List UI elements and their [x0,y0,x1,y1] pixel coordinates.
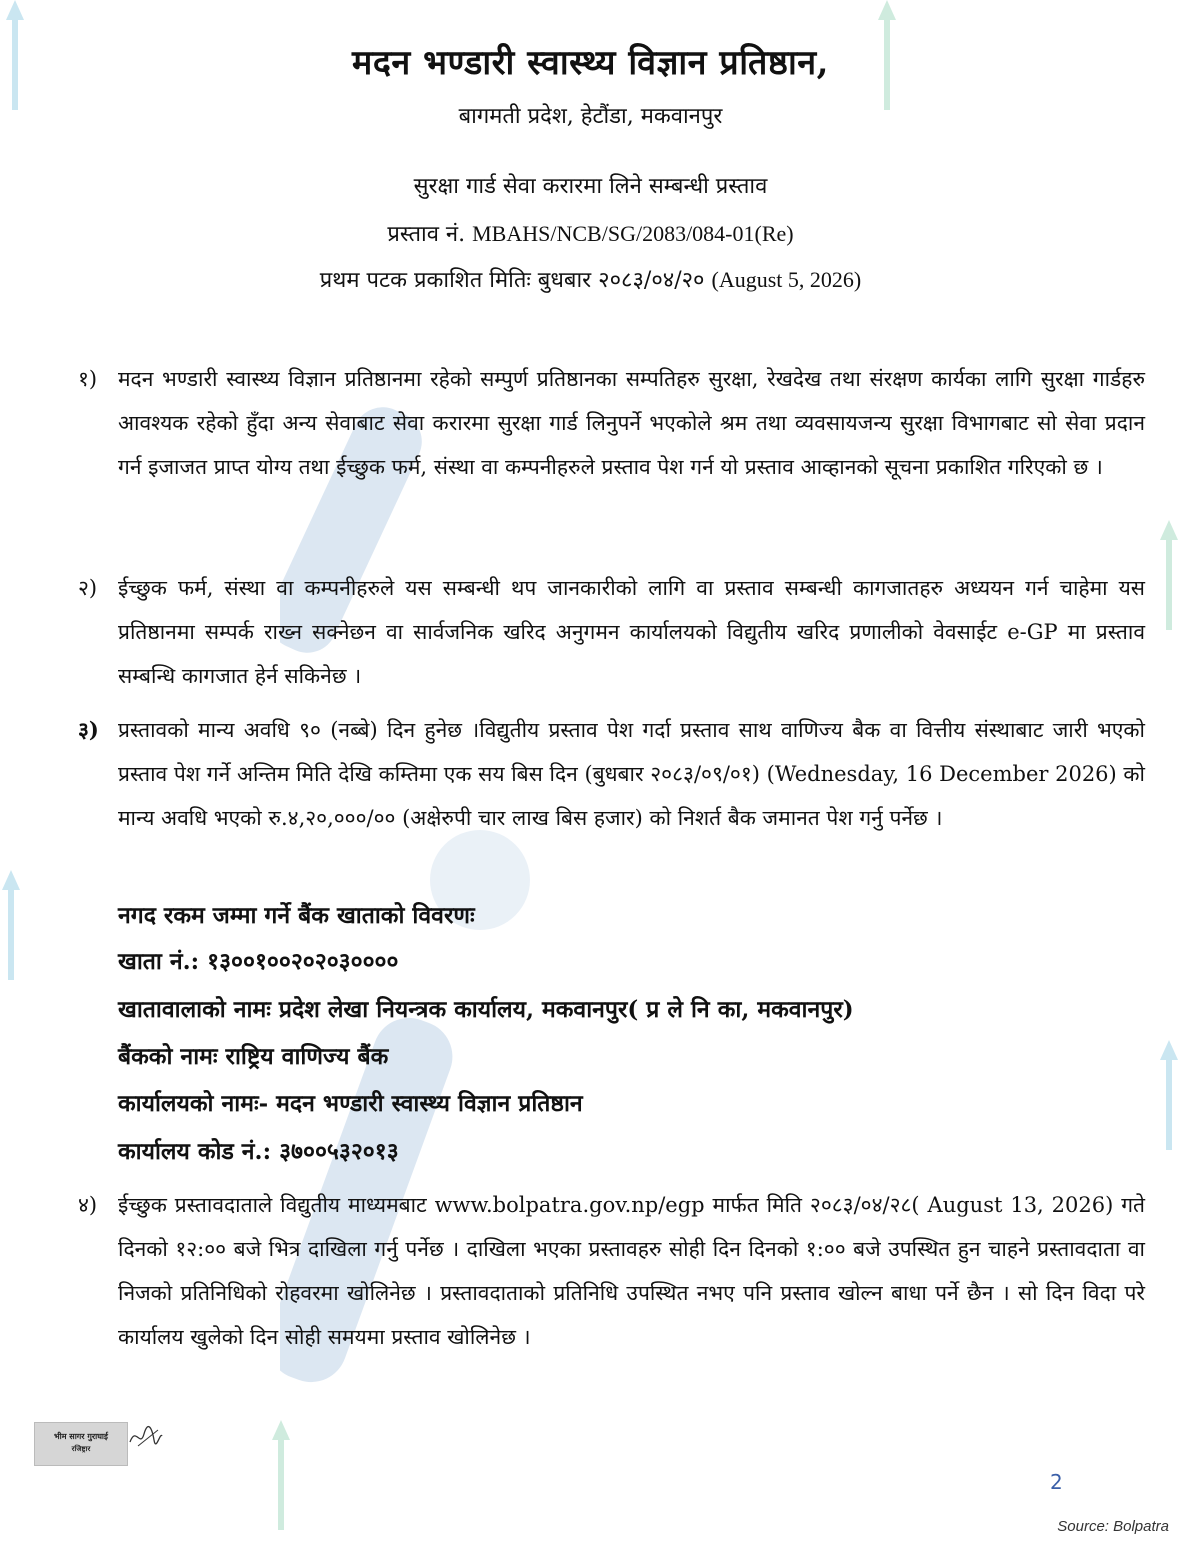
office-name: कार्यालयको नामः- मदन भण्डारी स्वास्थ्य विज्ञान प्रतिष्ठान [118,1090,583,1117]
paragraph-text: ईच्छुक प्रस्तावदाताले विद्युतीय माध्यमबाट www.bolpatra.gov.np/egp मार्फत मिति २०८३/०४/२८( August 13, 2026) गते दिनको १२:०० बजे भित्र दाखिला गर्नु पर्नेछ । दाखिला भएका प्रस्तावहरु सोही दिन दिनको १:०० बजे उपस्थित हुन चाहने प्रस्तावदाता वा निजको प्रतिनिधिको रोहवरमा खोलिनेछ । प्रस्तावदाताको प्रतिनिधि उपस्थित नभए पनि प्रस्ताव खोल्न बाधा पर्ने छैन । सो दिन विदा परे कार्यालय खुलेको दिन सोही समयमा प्रस्ताव खोलिनेछ । [118,1193,1145,1349]
decorative-arrow-icon [1158,520,1180,630]
signature-image [128,1422,164,1452]
paragraph-4 [70,1183,1145,1359]
document-address: बागमती प्रदेश, हेटौंडा, मकवानपुर [458,104,723,129]
paragraph-3 [70,708,1145,840]
paragraph-number: ४) [78,1193,98,1217]
paragraph-1 [70,357,1145,489]
document-title: मदन भण्डारी स्वास्थ्य विज्ञान प्रतिष्ठान, [352,43,829,83]
decorative-arrow-icon [0,870,22,980]
page-number: 2 [1050,1470,1063,1494]
account-holder: खातावालाको नामः प्रदेश लेखा नियन्त्रक कार्यालय, मकवानपुर( प्र ले नि का, मकवानपुर) [118,996,854,1023]
bank-details-heading: नगद रकम जम्मा गर्ने बैंक खाताको विवरणः [118,902,475,929]
source-note: Source: Bolpatra [1057,1518,1169,1535]
paragraph-number: १) [78,367,98,391]
paragraph-text: प्रस्तावको मान्य अवधि ९० (नब्बे) दिन हुनेछ ।विद्युतीय प्रस्ताव पेश गर्दा प्रस्ताव साथ वाणिज्य बैक वा वित्तीय संस्थाबाट जारी भएको प्रस्ताव पेश गर्ने अन्तिम मिति देखि कम्तिमा एक सय बिस दिन (बुधबार २०८३/०९/०१) (Wednesday, 16 December 2026) को मान्य अवधि भएको रु.४,२०,०००/०० (अक्षेरुपी चार लाख बिस हजार) को निशर्त बैक जमानत पेश गर्नु पर्नेछ । [118,718,1145,830]
bank-name: बैंकको नामः राष्ट्रिय वाणिज्य बैंक [118,1043,389,1070]
decorative-arrow-icon [270,1420,292,1530]
publication-date-label: प्रथम पटक प्रकाशित मितिः बुधबार २०८३/०४/२० [319,268,705,293]
decorative-arrow-icon [1158,1040,1180,1150]
stamp-title: रजिष्ट्रार [71,1444,91,1453]
publication-date-english: (August 5, 2026) [711,267,862,292]
paragraph-number: २) [78,576,98,600]
paragraph-number: ३) [78,717,99,742]
paragraph-2 [70,566,1145,698]
paragraph-text: मदन भण्डारी स्वास्थ्य विज्ञान प्रतिष्ठानमा रहेको सम्पुर्ण प्रतिष्ठानका सम्पतिहरु सुरक्षा, रेखदेख तथा संरक्षण कार्यका लागि सुरक्षा गार्डहरु आवश्यक रहेको हुँदा अन्य सेवाबाट सेवा करारमा सुरक्षा गार्ड लिनुपर्ने भएकोले श्रम तथा व्यवसायजन्य सुरक्षा विभागबाट सो सेवा प्रदान गर्न इजाजत प्राप्त योग्य तथा ईच्छुक फर्म, संस्था वा कम्पनीहरुले प्रस्ताव पेश गर्न यो प्रस्ताव आव्हानको सूचना प्रकाशित गरिएको छ । [118,367,1145,479]
office-code: कार्यालय कोड नं.: ३७००५३२०१३ [118,1138,399,1165]
document-subject: सुरक्षा गार्ड सेवा करारमा लिने सम्बन्धी प्रस्ताव [413,174,768,199]
stamp-name: भीम सागर गुराघाई [54,1431,108,1441]
account-number: खाता नं.: १३००१००२०२०३०००० [118,948,399,975]
official-stamp [34,1422,128,1466]
reference-line [0,218,1181,248]
reference-label: प्रस्ताव नं. [387,222,466,247]
publication-date-line [0,264,1181,294]
reference-number: MBAHS/NCB/SG/2083/084-01(Re) [472,221,794,246]
paragraph-text: ईच्छुक फर्म, संस्था वा कम्पनीहरुले यस सम्बन्धी थप जानकारीको लागि वा प्रस्ताव सम्बन्धी कागजातहरु अध्ययन गर्न चाहेमा यस प्रतिष्ठानमा सम्पर्क राख्न सक्नेछन वा सार्वजनिक खरिद अनुगमन कार्यालयको विद्युतीय खरिद प्रणालीको वेवसाईट e-GP मा प्रस्ताव सम्बन्धि कागजात हेर्न सकिनेछ । [118,576,1145,688]
